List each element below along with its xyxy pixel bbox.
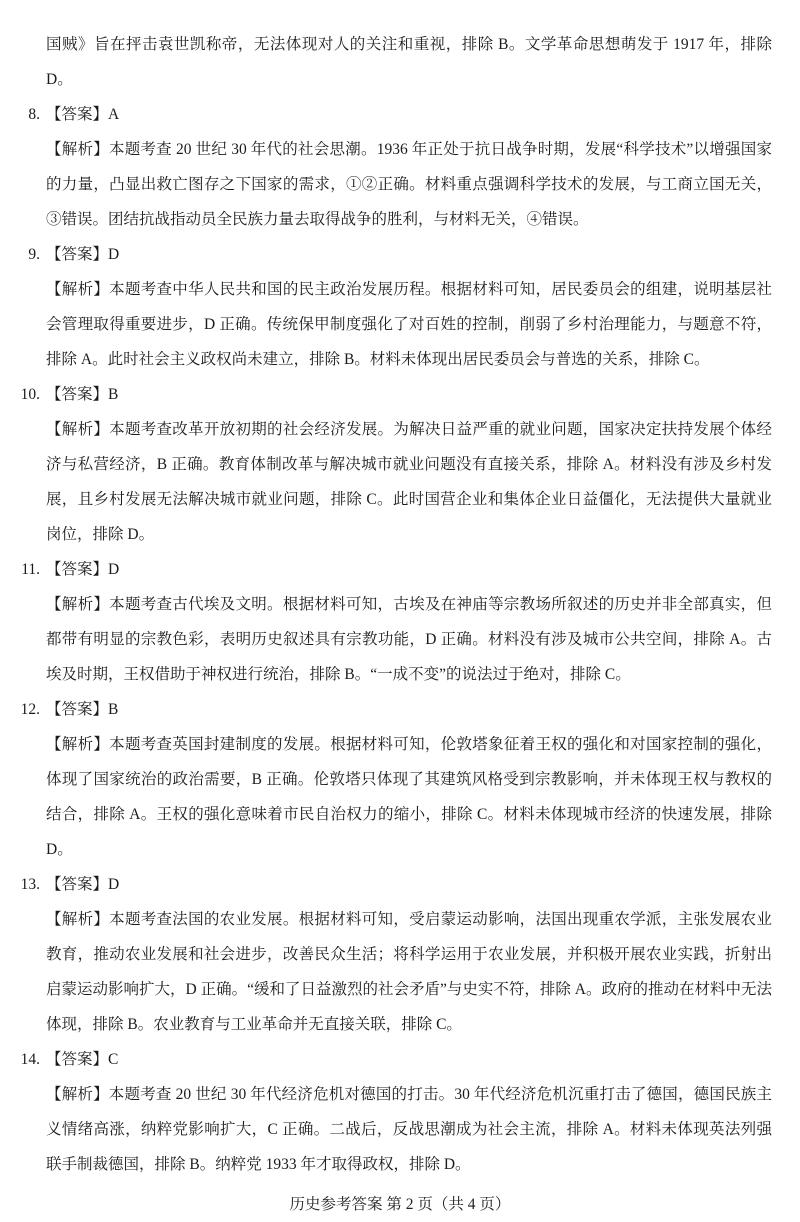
analysis-text: 本题考查英国封建制度的发展。根据材料可知，伦敦塔象征着王权的强化和对国家控制的强化，体现了国家统治的政治需要，B 正确。伦敦塔只体现了其建筑风格受到宗教影响，并未体现王权与教权的结合，排除 A。王权的强化意味着市民自治权力的缩小，排除 C。材料未体现城市经济的快速发展，排除 D。 <box>46 736 772 858</box>
answer-item-14 <box>0 1042 800 1182</box>
analysis-paragraph <box>46 272 772 377</box>
analysis-paragraph <box>46 587 772 692</box>
answer-line <box>46 97 772 132</box>
analysis-label: 【解析】 <box>46 911 110 928</box>
analysis-label: 【解析】 <box>46 421 110 438</box>
answer-item-11 <box>0 552 800 692</box>
question-number: 12. <box>20 701 40 718</box>
answer-label: 【答案】 <box>46 561 109 578</box>
page-footer: 历史参考答案 第 2 页（共 4 页） <box>289 1196 511 1213</box>
analysis-text: 本题考查古代埃及文明。根据材料可知，古埃及在神庙等宗教场所叙述的历史并非全部真实，但都带有明显的宗教色彩，表明历史叙述具有宗教功能，D 正确。材料没有涉及城市公共空间，排除 A。古埃及时期，王权借助于神权进行统治，排除 B。“一成不变”的说法过于绝对，排除 C。 <box>46 596 772 683</box>
answer-label: 【答案】 <box>46 106 109 123</box>
question-number: 9. <box>28 246 40 263</box>
answer-line <box>46 867 772 902</box>
analysis-text: 本题考查 20 世纪 30 年代的社会思潮。1936 年正处于抗日战争时期，发展“科学技术”以增强国家的力量，凸显出救亡图存之下国家的需求，①②正确。材料重点强调科学技术的发展，与工商立国无关，③错误。团结抗战指动员全民族力量去取得战争的胜利，与材料无关，④错误。 <box>46 141 772 228</box>
answer-value: D <box>108 561 120 578</box>
answer-line <box>46 1042 772 1077</box>
analysis-paragraph <box>46 132 772 237</box>
answer-label: 【答案】 <box>46 1051 109 1068</box>
answer-line <box>46 692 772 727</box>
answer-line <box>46 552 772 587</box>
answer-value: C <box>108 1051 119 1068</box>
answer-label: 【答案】 <box>46 246 109 263</box>
analysis-text: 本题考查改革开放初期的社会经济发展。为解决日益严重的就业问题，国家决定扶持发展个体经济与私营经济，B 正确。教育体制改革与解决城市就业问题没有直接关系，排除 A。材料没有涉及乡村发展，且乡村发展无法解决城市就业问题，排除 C。此时国营企业和集体企业日益僵化，无法提供大量就业岗位，排除 D。 <box>46 421 772 543</box>
answer-value: D <box>108 246 120 263</box>
answer-line <box>46 237 772 272</box>
answer-line <box>46 377 772 412</box>
question-number: 14. <box>20 1051 40 1068</box>
analysis-paragraph <box>46 727 772 867</box>
analysis-label: 【解析】 <box>46 141 109 158</box>
analysis-text: 本题考查中华人民共和国的民主政治发展历程。根据材料可知，居民委员会的组建，说明基层社会管理取得重要进步，D 正确。传统保甲制度强化了对百姓的控制，削弱了乡村治理能力，与题意不符，排除 A。此时社会主义政权尚未建立，排除 B。材料未体现出居民委员会与普选的关系，排除 C。 <box>46 281 772 368</box>
answer-label: 【答案】 <box>46 701 109 718</box>
answer-value: B <box>108 701 119 718</box>
answer-item-8 <box>0 97 800 237</box>
analysis-text: 本题考查 20 世纪 30 年代经济危机对德国的打击。30 年代经济危机沉重打击了德国，德国民族主义情绪高涨，纳粹党影响扩大，C 正确。二战后，反战思潮成为社会主流，排除 A。材料未体现英法列强联手制裁德国，排除 B。纳粹党 1933 年才取得政权，排除 D。 <box>46 1086 772 1173</box>
analysis-label: 【解析】 <box>46 1086 109 1103</box>
answer-item-13 <box>0 867 800 1042</box>
analysis-label: 【解析】 <box>46 736 110 753</box>
question-number: 13. <box>20 876 40 893</box>
previous-item-continuation-text: 国贼》旨在抨击袁世凯称帝，无法体现对人的关注和重视，排除 B。文学革命思想萌发于 1917 年，排除 D。 <box>46 36 772 88</box>
analysis-label: 【解析】 <box>46 596 110 613</box>
answer-item-10 <box>0 377 800 552</box>
question-number: 10. <box>20 386 40 403</box>
answer-item-9 <box>0 237 800 377</box>
analysis-paragraph <box>46 412 772 552</box>
answer-value: A <box>108 106 120 123</box>
analysis-label: 【解析】 <box>46 281 110 298</box>
analysis-paragraph <box>46 1077 772 1182</box>
answer-value: D <box>108 876 120 893</box>
analysis-paragraph <box>46 902 772 1042</box>
analysis-text: 本题考查法国的农业发展。根据材料可知，受启蒙运动影响，法国出现重农学派，主张发展农业教育，推动农业发展和社会进步，改善民众生活；将科学运用于农业发展，并积极开展农业实践，折射出启蒙运动影响扩大，D 正确。“缓和了日益激烈的社会矛盾”与史实不符，排除 A。政府的推动在材料中无法体现，排除 B。农业教育与工业革命并无直接关联，排除 C。 <box>46 911 772 1033</box>
answer-label: 【答案】 <box>46 386 109 403</box>
answer-value: B <box>108 386 119 403</box>
answer-label: 【答案】 <box>46 876 109 893</box>
question-number: 11. <box>21 561 40 578</box>
answer-item-12 <box>0 692 800 867</box>
question-number: 8. <box>28 106 40 123</box>
